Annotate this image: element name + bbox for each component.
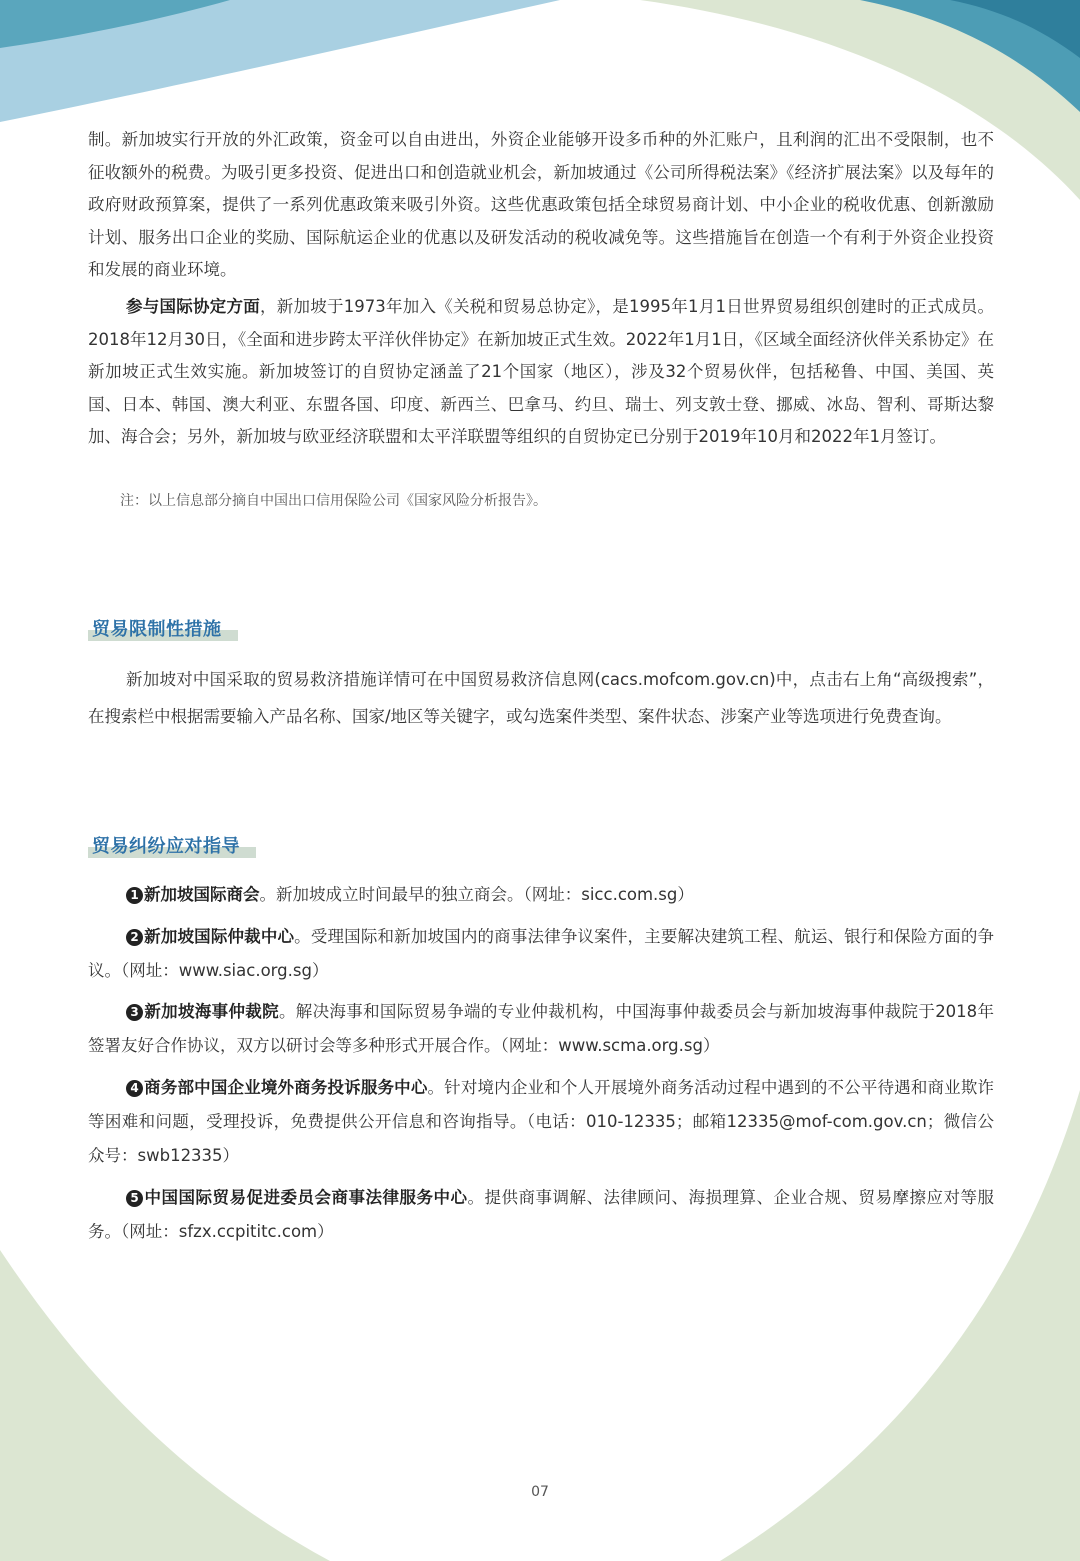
item-lead: 新加坡国际商会 <box>144 885 260 904</box>
dispute-item-1 <box>88 878 994 912</box>
trade-restriction-paragraph: 新加坡对中国采取的贸易救济措施详情可在中国贸易救济信息网(cacs.mofcom.gov.cn)中，点击右上角“高级搜索”，在搜索栏中根据需要输入产品名称、国家/地区等关键字，或勾选案件类型、案件状态、涉案产业等选项进行免费查询。 <box>88 670 994 726</box>
list-item <box>88 995 994 1063</box>
item-lead: 中国国际贸易促进委员会商事法律服务中心 <box>144 1188 468 1207</box>
item-text: 。针对境内企业和个人开展境外商务活动过程中遇到的不公平待遇和商业欺诈等困难和问题，受理投诉，免费提供公开信息和咨询指导。（电话：010-12335；邮箱12335@mof-com.gov.cn；微信公众号：swb12335） <box>88 1078 995 1165</box>
trade-restriction-section <box>88 662 994 735</box>
trade-restriction-heading <box>88 615 222 641</box>
source-note: 注：以上信息部分摘自中国出口信用保险公司《国家风险分析报告》。 <box>120 493 547 509</box>
list-item <box>88 1071 994 1173</box>
intro-section <box>88 124 994 287</box>
dispute-item-4 <box>88 1071 994 1173</box>
item-lead: 新加坡海事仲裁院 <box>144 1002 279 1021</box>
intro-paragraph: 制。新加坡实行开放的外汇政策，资金可以自由进出，外资企业能够开设多币种的外汇账户，且利润的汇出不受限制，也不征收额外的税费。为吸引更多投资、促进出口和创造就业机会，新加坡通过《公司所得税法案》《经济扩展法案》以及每年的政府财政预算案，提供了一系列优惠政策来吸引外资。这些优惠政策包括全球贸易商计划、中小企业的税收优惠、创新激励计划、服务出口企业的奖励、国际航运企业的优惠以及研发活动的税收减免等。这些措施旨在创造一个有利于外资企业投资和发展的商业环境。 <box>88 130 994 280</box>
number-1-icon: 1 <box>126 887 143 904</box>
agreements-lead: 参与国际协定方面 <box>126 297 261 316</box>
number-5-icon: 5 <box>126 1190 143 1207</box>
item-text: 。提供商事调解、法律顾问、海损理算、企业合规、贸易摩擦应对等服务。（网址：sfzx.ccpititc.com） <box>88 1188 994 1241</box>
dispute-item-3 <box>88 995 994 1063</box>
dispute-heading <box>88 832 240 858</box>
agreements-paragraph <box>88 291 994 454</box>
item-lead: 新加坡国际仲裁中心 <box>144 927 295 946</box>
trade-restriction-heading-text: 贸易限制性措施 <box>92 619 222 640</box>
dispute-item-2 <box>88 920 994 988</box>
dispute-heading-text: 贸易纠纷应对指导 <box>92 836 240 857</box>
page-number: 07 <box>531 1484 549 1500</box>
agreements-text: ，新加坡于1973年加入《关税和贸易总协定》，是1995年1月1日世界贸易组织创建时的正式成员。2018年12月30日，《全面和进步跨太平洋伙伴协定》在新加坡正式生效。2022年1月1日，《区域全面经济伙伴关系协定》在新加坡正式生效实施。新加坡签订的自贸协定涵盖了21个国家（地区），涉及32个贸易伙伴，包括秘鲁、中国、美国、英国、日本、韩国、澳大利亚、东盟各国、印度、新西兰、巴拿马、约旦、瑞士、列支敦士登、挪威、冰岛、智利、哥斯达黎加、海合会；另外，新加坡与欧亚经济联盟和太平洋联盟等组织的自贸协定已分别于2019年10月和2022年1月签订。 <box>88 297 995 447</box>
list-item <box>88 1181 994 1249</box>
note-section <box>120 491 990 511</box>
agreements-section <box>88 291 994 454</box>
dispute-item-5 <box>88 1181 994 1249</box>
number-4-icon: 4 <box>126 1080 143 1097</box>
item-lead: 商务部中国企业境外商务投诉服务中心 <box>144 1078 428 1097</box>
number-3-icon: 3 <box>126 1004 143 1021</box>
list-item <box>88 878 994 912</box>
number-2-icon: 2 <box>126 929 143 946</box>
item-text: 。解决海事和国际贸易争端的专业仲裁机构，中国海事仲裁委员会与新加坡海事仲裁院于2018年签署友好合作协议，双方以研讨会等多种形式开展合作。（网址：www.scma.org.sg） <box>88 1002 995 1055</box>
item-text: 。新加坡成立时间最早的独立商会。（网址：sicc.com.sg） <box>259 885 694 904</box>
list-item <box>88 920 994 988</box>
wave-bottom-left <box>0 1250 330 1561</box>
item-text: 。受理国际和新加坡国内的商事法律争议案件，主要解决建筑工程、航运、银行和保险方面的争议。（网址：www.siac.org.sg） <box>88 927 995 980</box>
